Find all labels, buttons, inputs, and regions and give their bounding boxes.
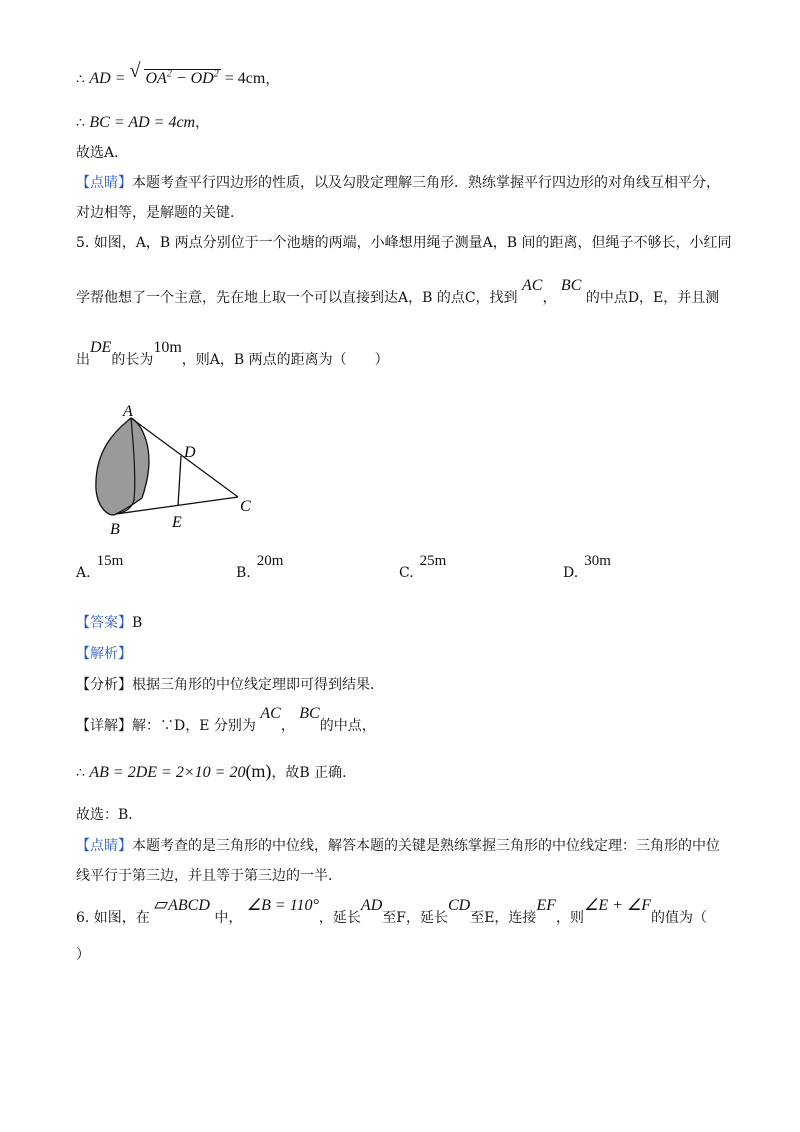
answer-line: 【答案】B — [76, 615, 143, 631]
calc-line: ∴ AB = 2DE = 2×10 = 20(m)，故B 正确． — [76, 761, 357, 781]
sqrt-expression: √ $OA^2 - OD^2$ — [129, 60, 219, 88]
label-c: C — [240, 498, 251, 515]
pond-triangle-figure — [86, 400, 266, 540]
question-6-line-1: 6. 如图，在 ▱ABCD 中， ∠B = 110°，延长AD至F，延长CD至E，连接EF，则∠E + ∠F的值为（ — [76, 894, 708, 926]
option-a[interactable]: A.15m — [76, 553, 124, 581]
option-d[interactable]: D.30m — [563, 553, 611, 581]
detail-line: 【详解】解：∵D，E 分别为 AC， BC的中点， — [76, 705, 376, 734]
dianjing-q5-line-2: 线平行于第三边，并且等于第三边的一半． — [76, 868, 342, 884]
question-6-line-2: ） — [76, 947, 90, 963]
solution-line-bc: ∴ BC = AD = 4cm， — [76, 114, 210, 131]
question-5-line-1: 5. 如图，A，B 两点分别位于一个池塘的两端，小峰想用绳子测量A，B 间的距离，但绳子不够长，小红同 — [76, 235, 732, 251]
option-c[interactable]: C.25m — [399, 553, 447, 581]
option-b[interactable]: B.20m — [236, 553, 284, 581]
question-5-line-2: 学帮他想了一个主意，先在地上取一个可以直接到达A，B 的点C，找到 AC， BC 的中点D，E，并且测 — [76, 277, 720, 306]
label-b: B — [110, 521, 120, 538]
question-5-line-3: 出DE的长为10m，则A，B 两点的距离为（ ） — [76, 339, 389, 368]
dianjing-q5-line-1: 【点睛】本题考查的是三角形的中位线，解答本题的关键是熟练掌握三角形的中位线定理：三角形的中位 — [76, 838, 720, 854]
label-d: D — [184, 444, 196, 461]
dianjing-line-2: 对边相等，是解题的关键． — [76, 205, 244, 221]
analysis-heading: 【解析】 — [76, 646, 132, 662]
formula-ad: AD = √ $OA^2 - OD^2 = 4cm$ — [89, 60, 266, 88]
pond-shape — [96, 418, 149, 515]
parallelogram-icon: ▱ — [154, 894, 169, 915]
segment-de — [178, 456, 181, 506]
label-a: A — [123, 403, 133, 420]
label-e: E — [172, 514, 182, 531]
choose-b-line: 故选：B． — [76, 807, 143, 823]
solution-line-ad: ∴ AD = √ $OA^2 - OD^2 = 4cm$， — [76, 60, 280, 88]
fenxi-line: 【分析】根据三角形的中位线定理即可得到结果． — [76, 677, 384, 693]
choose-a-line: 故选A． — [76, 145, 129, 161]
dianjing-line-1: 【点睛】本题考查平行四边形的性质，以及勾股定理解三角形．熟练掌握平行四边形的对角线互相平分， — [76, 175, 720, 191]
